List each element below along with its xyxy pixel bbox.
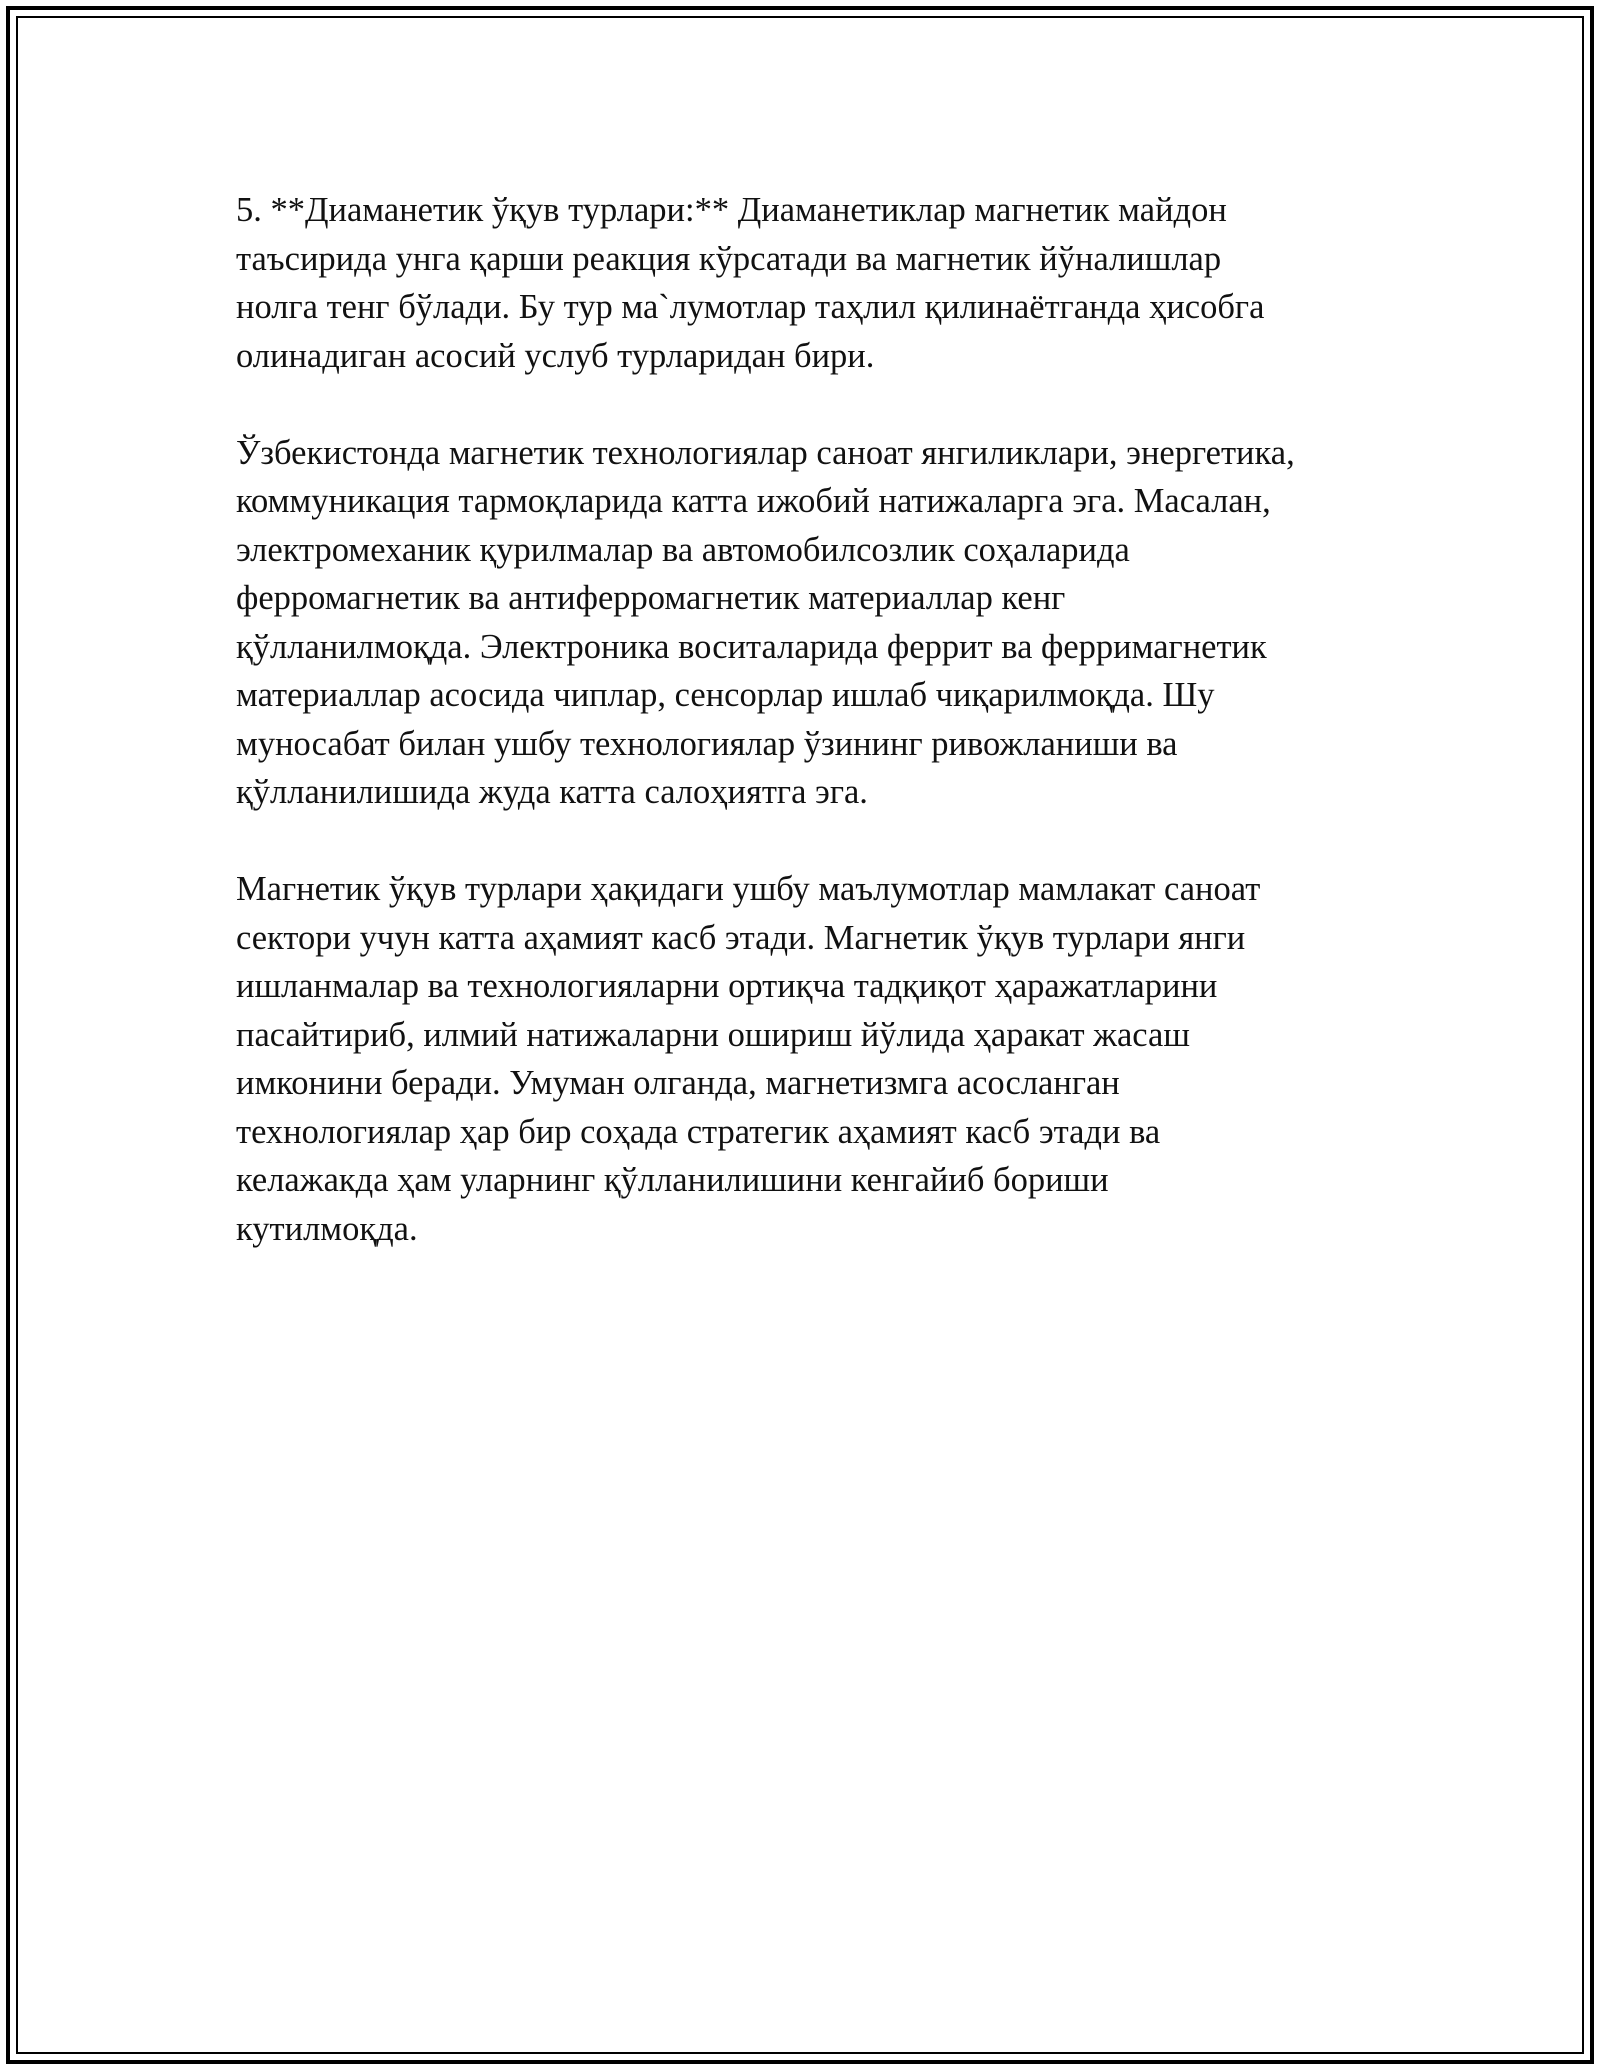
paragraph-uzbekistan-technologies	[236, 429, 1386, 817]
text-line: Ўзбекистонда магнетик технологиялар саноат янгиликлари, энергетика,	[236, 433, 1295, 472]
text-line: муносабат билан ушбу технологиялар ўзининг ривожланиши ва	[236, 724, 1178, 763]
text-line: келажакда ҳам уларнинг қўлланилишини кенгайиб бориши	[236, 1161, 1109, 1199]
text-line: имконини беради. Умуман олганда, магнетизмга асосланган	[236, 1064, 1120, 1102]
paragraph-diamagnetic	[236, 186, 1386, 380]
text-line: технологиялар ҳар бир соҳада стратегик аҳамият касб этади ва	[236, 1112, 1161, 1151]
text-line: электромеханик қурилмалар ва автомобилсозлик соҳаларида	[236, 530, 1130, 569]
text-line: материаллар асосида чиплар, сенсорлар ишлаб чиқарилмоқда. Шу	[236, 676, 1215, 714]
text-line: ферромагнетик ва антиферромагнетик материаллар кенг	[236, 579, 1066, 617]
text-line: 5. **Диаманетик ўқув турлари:** Диаманетиклар магнетик майдон	[236, 191, 1227, 229]
document-body	[236, 186, 1386, 1302]
text-line: сектори учун катта аҳамият касб этади. Магнетик ўқув турлари янги	[236, 918, 1246, 957]
text-line: қўлланилмоқда. Электроника воситаларида феррит ва ферримагнетик	[236, 627, 1267, 666]
text-line: таъсирида унга қарши реакция кўрсатади ва магнетик йўналишлар	[236, 239, 1222, 278]
text-line: Магнетик ўқув турлари ҳақидаги ушбу маълумотлар мамлакат саноат	[236, 870, 1261, 908]
text-line: олинадиган асосий услуб турларидан бири.	[236, 336, 875, 375]
text-line: коммуникация тармоқларида катта ижобий натижаларга эга. Масалан,	[236, 482, 1271, 520]
paragraph-conclusion	[236, 865, 1386, 1253]
text-line: қўлланилишида жуда катта салоҳиятга эга.	[236, 773, 868, 811]
text-line: нолга тенг бўлади. Бу тур ма`лумотлар таҳлил қилинаётганда ҳисобга	[236, 288, 1265, 326]
text-line: пасайтириб, илмий натижаларни ошириш йўлида ҳаракат жасаш	[236, 1015, 1190, 1054]
text-line: кутилмоқда.	[236, 1209, 418, 1248]
text-line: ишланмалар ва технологияларни ортиқча тадқиқот ҳаражатларини	[236, 967, 1218, 1005]
